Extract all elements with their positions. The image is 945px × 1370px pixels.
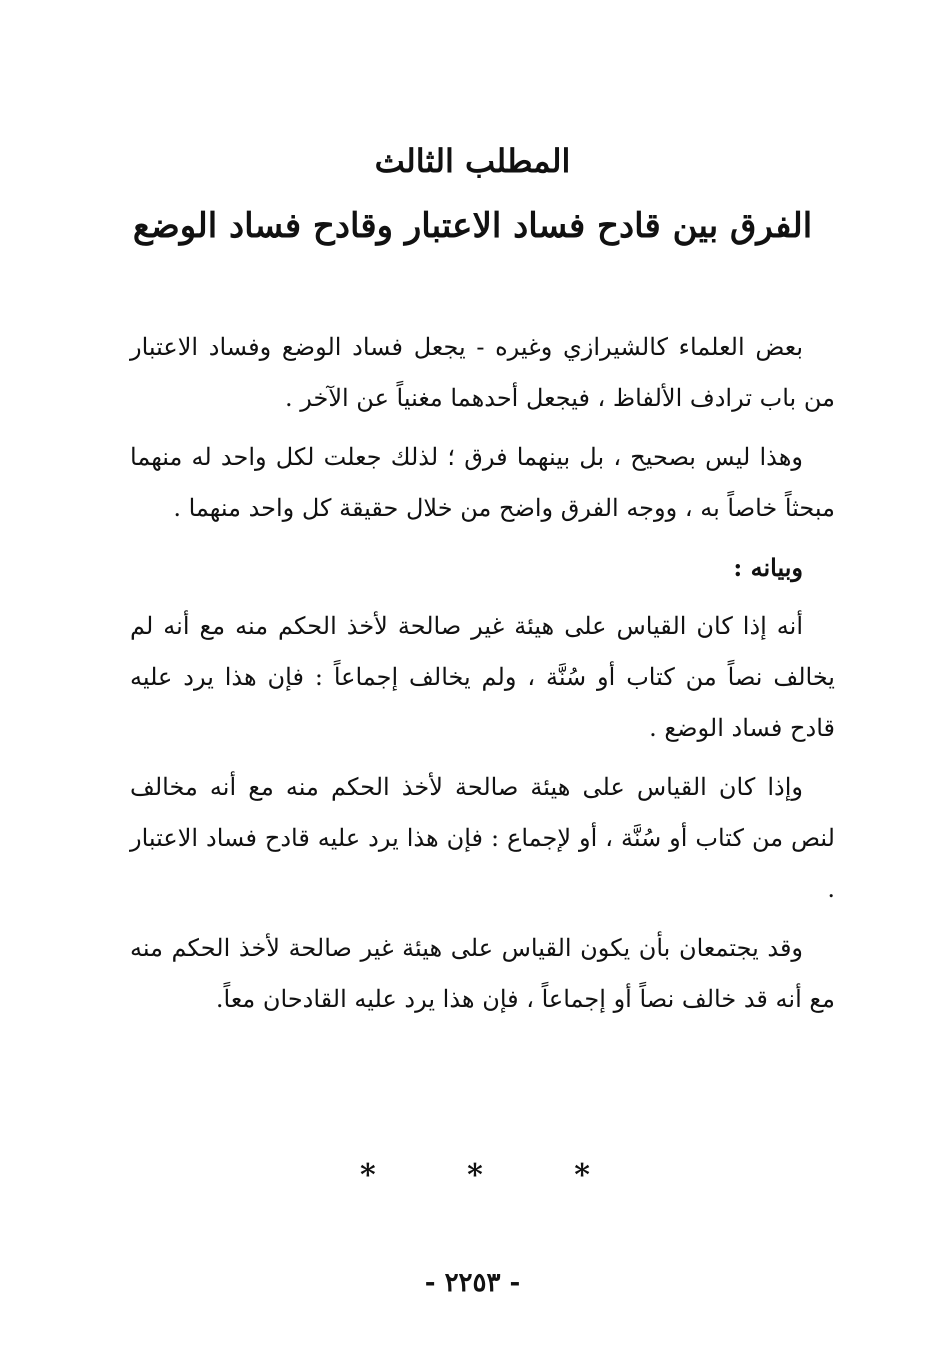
page-number: - ٢٢٥٣ - [424, 1268, 521, 1298]
paragraph: وإذا كان القياس على هيئة صالحة لأخذ الحكم منه مع أنه مخالف لنص من كتاب أو سُنَّة ، أو لإجماع : فإن هذا يرد عليه قادح فساد الاعتبار . [130, 773, 835, 903]
section-title: الفرق بين قادح فساد الاعتبار وقادح فساد الوضع [132, 206, 813, 246]
paragraph: وهذا ليس بصحيح ، بل بينهما فرق ؛ لذلك جعلت لكل واحد له منهما مبحثاً خاصاً به ، ووجه الفرق واضح من خلال حقيقة كل واحد منهما . [130, 443, 835, 522]
separator-star: * [574, 1158, 590, 1193]
heading-block [100, 132, 845, 258]
chapter-title: المطلب الثالث [374, 142, 571, 180]
paragraph: وقد يجتمعان بأن يكون القياس على هيئة غير صالحة لأخذ الحكم منه مع أنه قد خالف نصاً أو إجماعاً ، فإن هذا يرد عليه القادحان معاً. [130, 934, 835, 1013]
separator-star: * [360, 1158, 376, 1193]
paragraph: بعض العلماء كالشيرازي وغيره - يجعل فساد الوضع وفساد الاعتبار من باب ترادف الألفاظ ، فيجعل أحدهما مغنياً عن الآخر . [130, 333, 835, 412]
paragraph-label: وبيانه : [733, 553, 803, 582]
paragraph: أنه إذا كان القياس على هيئة غير صالحة لأخذ الحكم منه مع أنه لم يخالف نصاً من كتاب أو سُنَّة ، ولم يخالف إجماعاً : فإن هذا يرد عليه قادح فساد الوضع . [130, 612, 835, 742]
body-text [130, 322, 835, 1033]
separator-star: * [467, 1158, 483, 1193]
section-separator [360, 1158, 590, 1193]
